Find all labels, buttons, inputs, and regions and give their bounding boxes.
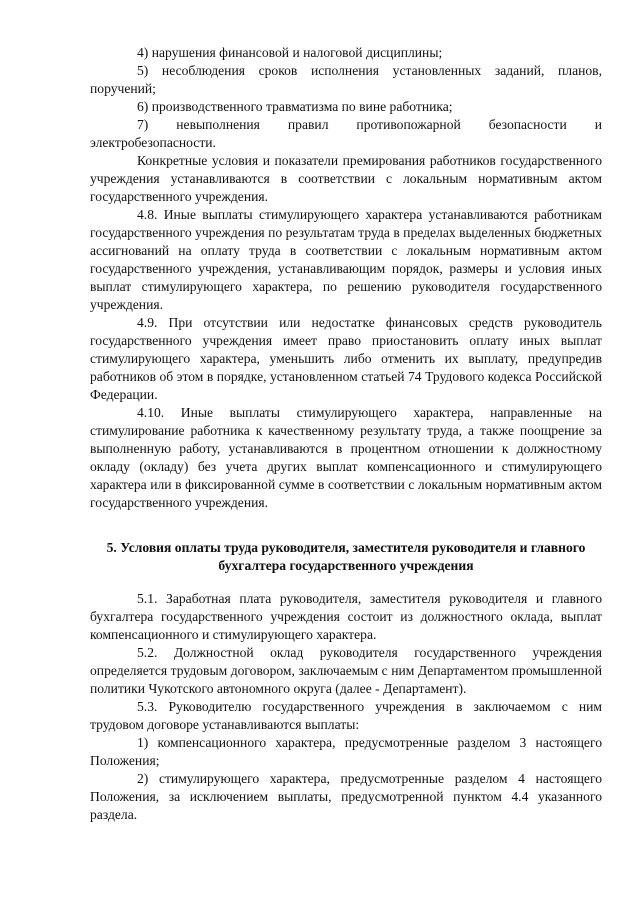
paragraph: 1) компенсационного характера, предусмотренные разделом 3 настоящего Положения; bbox=[90, 735, 602, 768]
paragraph: 4.9. При отсутствии или недостатке финансовых средств руководитель государственного учреждения имеет право приостановить оплату иных выплат стимулирующего характера, уменьшить либо отменить их выплату, предупредив работников об этом в порядке, установленном статьей 74 Трудового кодекса Российской Федерации. bbox=[90, 315, 602, 402]
paragraph: 5.3. Руководителю государственного учреждения в заключаемом с ним трудовом договоре устанавливаются выплаты: bbox=[90, 699, 602, 732]
paragraph: 6) производственного травматизма по вине работника; bbox=[137, 99, 453, 114]
paragraph: 7) невыполнения правил противопожарной безопасности и электробезопасности. bbox=[90, 117, 602, 150]
paragraph: 4.10. Иные выплаты стимулирующего характера, направленные на стимулирование работника к качественному результату труда, а также поощрение за выполненную работу, устанавливаются в процентном отношении к должностному окладу (окладу) без учета других выплат компенсационного и стимулирующего характера или в фиксированной сумме в соответствии с локальным нормативным актом государственного учреждения. bbox=[90, 405, 602, 510]
paragraph: 2) стимулирующего характера, предусмотренные разделом 4 настоящего Положения, за исключением выплаты, предусмотренной пунктом 4.4 указанного раздела. bbox=[90, 771, 602, 822]
paragraph: 5.1. Заработная плата руководителя, заместителя руководителя и главного бухгалтера государственного учреждения состоит из должностного оклада, выплат компенсационного и стимулирующего характера. bbox=[90, 591, 602, 642]
document-page bbox=[90, 44, 602, 824]
paragraph: Конкретные условия и показатели премирования работников государственного учреждения устанавливаются в соответствии с локальным нормативным актом государственного учреждения. bbox=[90, 153, 602, 204]
paragraph: 5.2. Должностной оклад руководителя государственного учреждения определяется трудовым договором, заключаемым с ним Департаментом промышленной политики Чукотского автономного округа (далее - Департамент). bbox=[90, 645, 602, 696]
paragraph: 5) несоблюдения сроков исполнения установленных заданий, планов, поручений; bbox=[90, 63, 602, 96]
section-heading: 5. Условия оплаты труда руководителя, заместителя руководителя и главного бухгалтера государственного учреждения bbox=[106, 540, 586, 573]
paragraph: 4.8. Иные выплаты стимулирующего характера устанавливаются работникам государственного учреждения по результатам труда в пределах выделенных бюджетных ассигнований на оплату труда в соответствии с локальным нормативным актом государственного учреждения, устанавливающим порядок, размеры и условия иных выплат стимулирующего характера, по решению руководителя государственного учреждения. bbox=[90, 207, 602, 312]
paragraph: 4) нарушения финансовой и налоговой дисциплины; bbox=[137, 45, 443, 60]
